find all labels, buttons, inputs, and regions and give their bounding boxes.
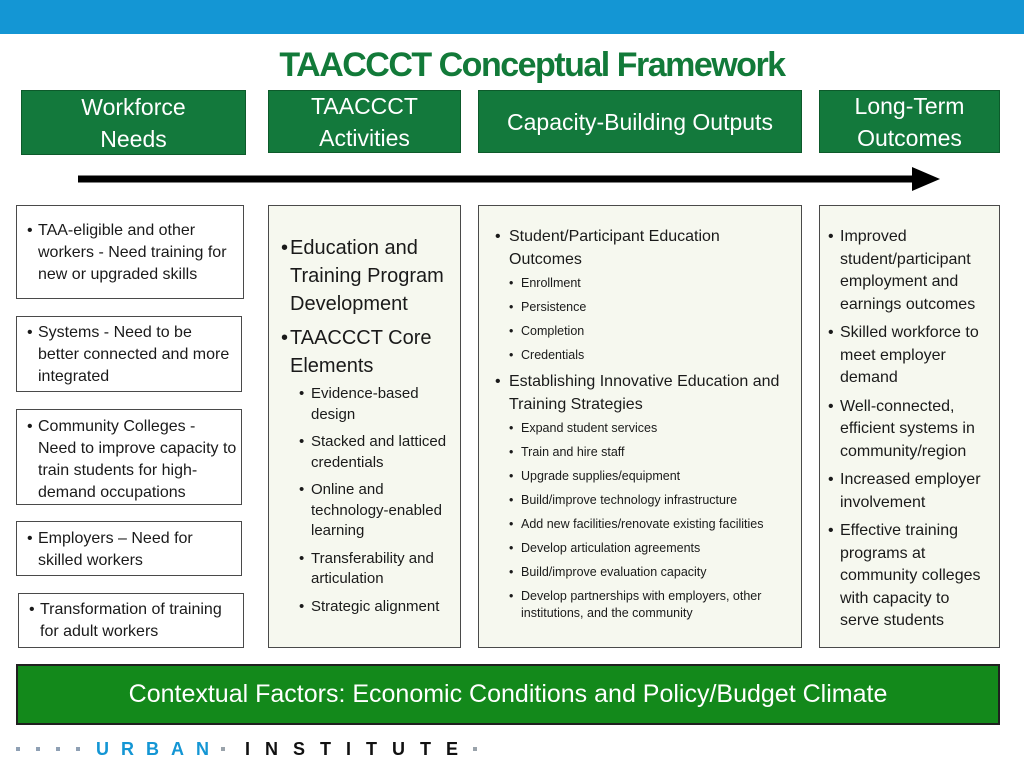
- outcome-item: • Skilled workforce to meet employer demand: [828, 322, 991, 390]
- output-item: • Completion: [509, 323, 793, 340]
- header-outputs-label: Capacity-Building Outputs: [507, 108, 773, 135]
- outcomes-box: [819, 205, 1000, 648]
- output-item: • Expand student services: [509, 420, 793, 437]
- top-accent-bar: [0, 0, 1024, 34]
- activity-item: • Education and Training Program Development: [281, 234, 454, 318]
- activities-box: [268, 205, 461, 648]
- header-needs-line1: Workforce: [81, 93, 186, 120]
- activity-item: • TAACCCT Core Elements: [281, 324, 454, 380]
- outputs-box: [478, 205, 802, 648]
- output-item: • Add new facilities/renovate existing facilities: [509, 516, 793, 533]
- output-group-list: [495, 420, 793, 622]
- logo-dot: [36, 747, 40, 751]
- logo-dot: [473, 747, 477, 751]
- header-taaccct-activities: [268, 90, 461, 153]
- need-box: [18, 593, 244, 648]
- output-item: • Enrollment: [509, 275, 793, 292]
- output-item: • Train and hire staff: [509, 444, 793, 461]
- output-item: • Develop articulation agreements: [509, 540, 793, 557]
- output-item: • Develop partnerships with employers, other institutions, and the community: [509, 588, 793, 622]
- header-activities-line2: Activities: [319, 124, 410, 151]
- header-long-term-outcomes: [819, 90, 1000, 153]
- outcome-item: • Improved student/participant employment and earnings outcomes: [828, 226, 991, 316]
- outcome-item: • Effective training programs at community colleges with capacity to serve students: [828, 520, 991, 633]
- header-outcomes-line1: Long-Term: [854, 92, 965, 119]
- header-activities-line1: TAACCCT: [311, 92, 418, 119]
- output-item: • Credentials: [509, 347, 793, 364]
- header-workforce-needs: [21, 90, 246, 155]
- logo-institute: INSTITUTE: [245, 738, 473, 759]
- logo-urban: URBAN: [96, 738, 221, 759]
- output-item: • Persistence: [509, 299, 793, 316]
- need-text: • Systems - Need to be better connected and more integrated: [27, 322, 237, 388]
- contextual-factors-bar: [16, 664, 1000, 725]
- logo-dot: [56, 747, 60, 751]
- outcome-item: • Increased employer involvement: [828, 469, 991, 514]
- need-text: • Employers – Need for skilled workers: [27, 528, 237, 572]
- need-text: • TAA-eligible and other workers - Need training for new or upgraded skills: [27, 220, 239, 286]
- logo-dot: [221, 747, 225, 751]
- output-item: • Build/improve evaluation capacity: [509, 564, 793, 581]
- output-item: • Build/improve technology infrastructure: [509, 492, 793, 509]
- need-box: [16, 205, 244, 299]
- need-text: • Transformation of training for adult workers: [29, 599, 239, 643]
- core-element: • Strategic alignment: [299, 597, 454, 618]
- output-group-heading: • Establishing Innovative Education and Training Strategies: [495, 371, 793, 416]
- outcome-item: • Well-connected, efficient systems in community/region: [828, 396, 991, 464]
- header-outcomes-line2: Outcomes: [857, 124, 962, 151]
- output-group-list: [495, 275, 793, 364]
- need-box: [16, 316, 242, 392]
- core-elements-list: [281, 384, 454, 617]
- core-element: • Evidence-based design: [299, 384, 454, 425]
- need-box: [16, 409, 242, 505]
- need-text: • Community Colleges - Need to improve capacity to train students for high-demand occupations: [27, 416, 237, 504]
- flow-arrow-icon: [76, 164, 942, 194]
- core-element: • Transferability and articulation: [299, 549, 454, 590]
- header-capacity-building-outputs: [478, 90, 802, 153]
- core-element: • Stacked and latticed credentials: [299, 432, 454, 473]
- urban-institute-logo: [16, 737, 491, 761]
- core-element: • Online and technology-enabled learning: [299, 480, 454, 542]
- logo-dot: [76, 747, 80, 751]
- logo-dot: [16, 747, 20, 751]
- page-title: TAACCCT Conceptual Framework: [279, 46, 785, 84]
- output-group-heading: • Student/Participant Education Outcomes: [495, 226, 793, 271]
- contextual-factors-text: Contextual Factors: Economic Conditions and Policy/Budget Climate: [128, 680, 888, 708]
- need-box: [16, 521, 242, 576]
- header-needs-line2: Needs: [100, 125, 167, 152]
- output-item: • Upgrade supplies/equipment: [509, 468, 793, 485]
